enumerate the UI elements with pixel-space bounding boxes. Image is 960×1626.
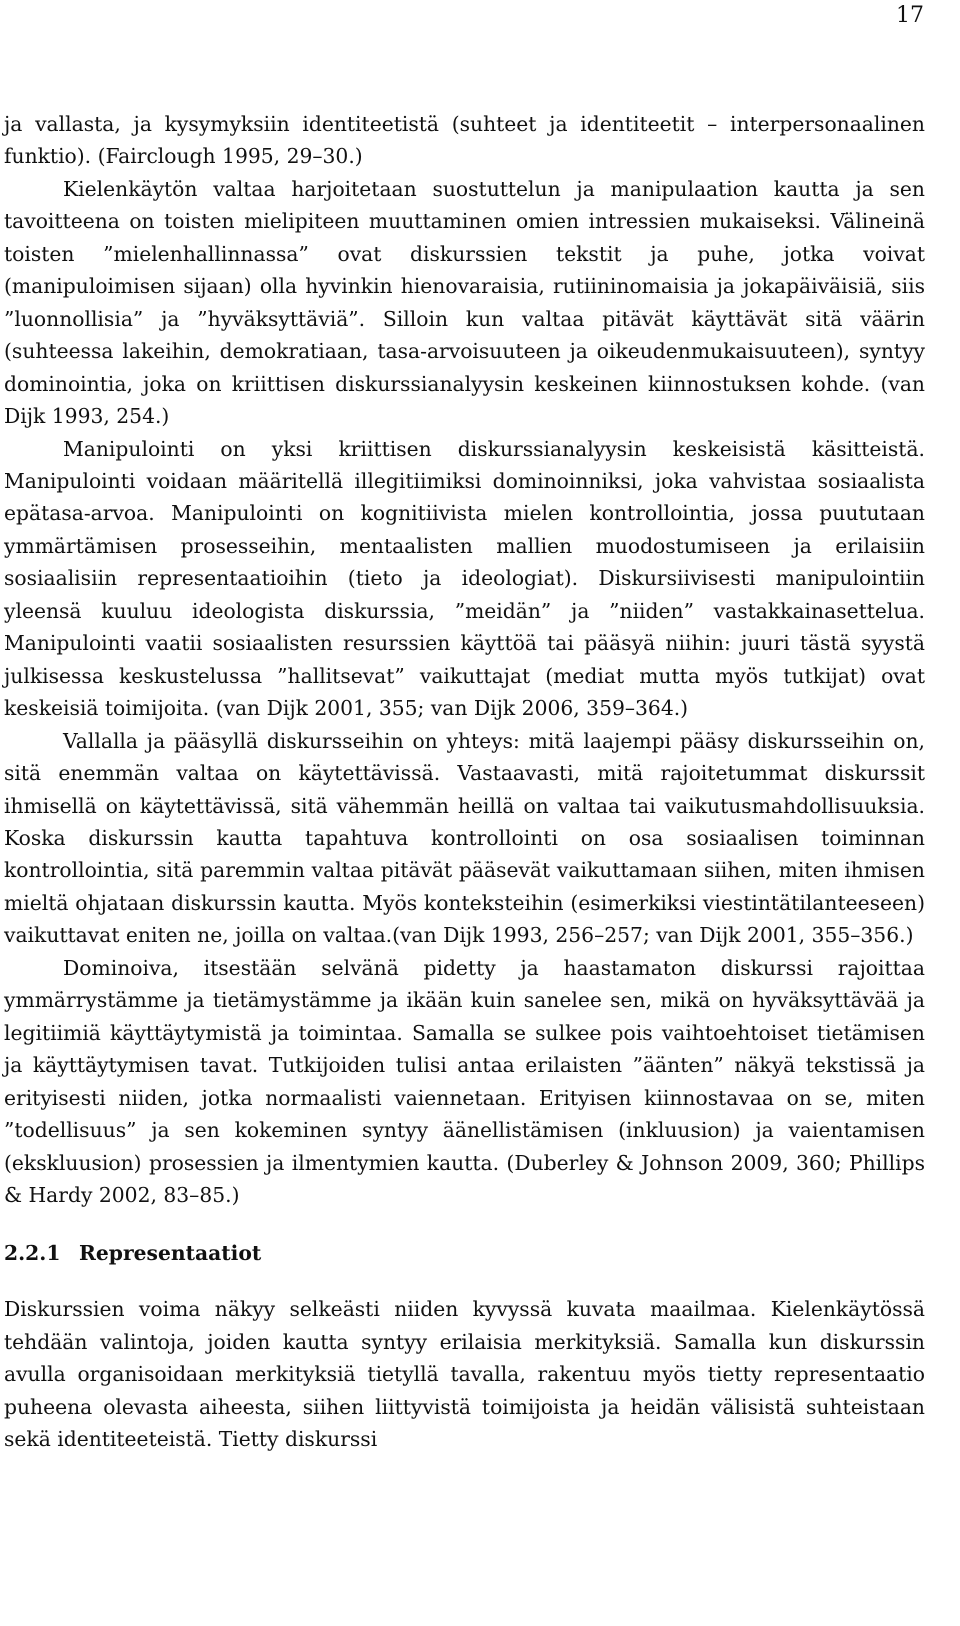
body-text (4, 108, 925, 1456)
section-heading (4, 1237, 925, 1269)
paragraph-power-identity: ja vallasta, ja kysymyksiin identiteetistä (suhteet ja identiteetit – interpersonaalinen funktio). (Fairclough 1995, 29–30.) (4, 112, 925, 169)
paragraph-dominant-discourse: Dominoiva, itsestään selvänä pidetty ja haastamaton diskurssi rajoittaa ymmärrystämme ja tietämystämme ja ikään kuin sanelee sen, mikä on hyväksyttävää ja legitiimiä käyttäytymistä ja toimintaa. Samalla se sulkee pois vaihtoehtoiset tietämisen ja käyttäytymisen tavat. Tutkijoiden tulisi antaa erilaisten ”äänten” näkyä tekstissä ja erityisesti niiden, jotka normaalisti vaiennetaan. Erityisen kiinnostavaa on se, miten ”todellisuus” ja sen kokeminen syntyy äänellistämisen (inkluusion) ja vaientamisen (ekskluusion) prosessien ja ilmentymien kautta. (Duberley & Johnson 2009, 360; Phillips & Hardy 2002, 83–85.) (4, 955, 925, 1207)
paragraph-representations: Diskurssien voima näkyy selkeästi niiden kyvyssä kuvata maailmaa. Kielenkäytössä tehdään valintoja, joiden kautta syntyy erilaisia merkityksiä. Samalla kun diskurssin avulla organisoidaan merkityksiä tietyllä tavalla, rakentuu myös tietty representaatio puheena olevasta aiheesta, siihen liittyvistä toimijoista ja heidän välisistä suhteistaan sekä identiteeteistä. Tietty diskurssi (4, 1297, 925, 1452)
section-title: Representaatiot (79, 1241, 262, 1266)
paragraph-manipulation-concept: Manipulointi on yksi kriittisen diskurssianalyysin keskeisistä käsitteistä. Manipulointi voidaan määritellä illegitiimiksi dominoinniksi, joka vahvistaa sosiaalista epätasa-arvoa. Manipulointi on kognitiivista mielen kontrollointia, jossa puututaan ymmärtämisen prosesseihin, mentaalisten mallien muodostumiseen ja erilaisiin sosiaalisiin representaatioihin (tieto ja ideologiat). Diskursiivisesti manipulointiin yleensä kuuluu ideologista diskurssia, ”meidän” ja ”niiden” vastakkainasettelua. Manipulointi vaatii sosiaalisten resurssien käyttöä tai pääsyä niihin: juuri tästä syystä julkisessa keskustelussa ”hallitsevat” vaikuttajat (mediat mutta myös tutkijat) ovat keskeisiä toimijoita. (van Dijk 2001, 355; van Dijk 2006, 359–364.) (4, 436, 925, 721)
paragraph-persuasion-manipulation: Kielenkäytön valtaa harjoitetaan suostuttelun ja manipulaation kautta ja sen tavoitteena on toisten mielipiteen muuttaminen omien intressien mukaiseksi. Välineinä toisten ”mielenhallinnassa” ovat diskurssien tekstit ja puhe, jotka voivat (manipuloimisen sijaan) olla hyvinkin hienovaraisia, rutiininomaisia ja jokapäiväisiä, siis ”luonnollisia” ja ”hyväksyttäviä”. Silloin kun valtaa pitävät käyttävät sitä väärin (suhteessa lakeihin, demokratiaan, tasa-arvoisuuteen ja oikeudenmukaisuuteen), syntyy dominointia, joka on kriittisen diskurssianalyysin keskeinen kiinnostuksen kohde. (van Dijk 1993, 254.) (4, 176, 925, 429)
page-number: 17 (896, 3, 924, 28)
section-number: 2.2.1 (4, 1241, 61, 1266)
paragraph-access-to-discourse: Vallalla ja pääsyllä diskursseihin on yhteys: mitä laajempi pääsy diskursseihin on, sitä enemmän valtaa on käytettävissä. Vastaavasti, mitä rajoitetummat diskurssit ihmisellä on käytettävissä, sitä vähemmän heillä on valtaa tai vaikutusmahdollisuuksia. Koska diskurssin kautta tapahtuva kontrollointi on osa sosiaalisen toiminnan kontrollointia, sitä paremmin valtaa pitävät pääsevät vaikuttamaan siihen, miten ihmisen mieltä ohjataan diskurssin kautta. Myös konteksteihin (esimerkiksi viestintätilanteeseen) vaikuttavat eniten ne, joilla on valtaa.(van Dijk 1993, 256–257; van Dijk 2001, 355–356.) (4, 728, 925, 948)
